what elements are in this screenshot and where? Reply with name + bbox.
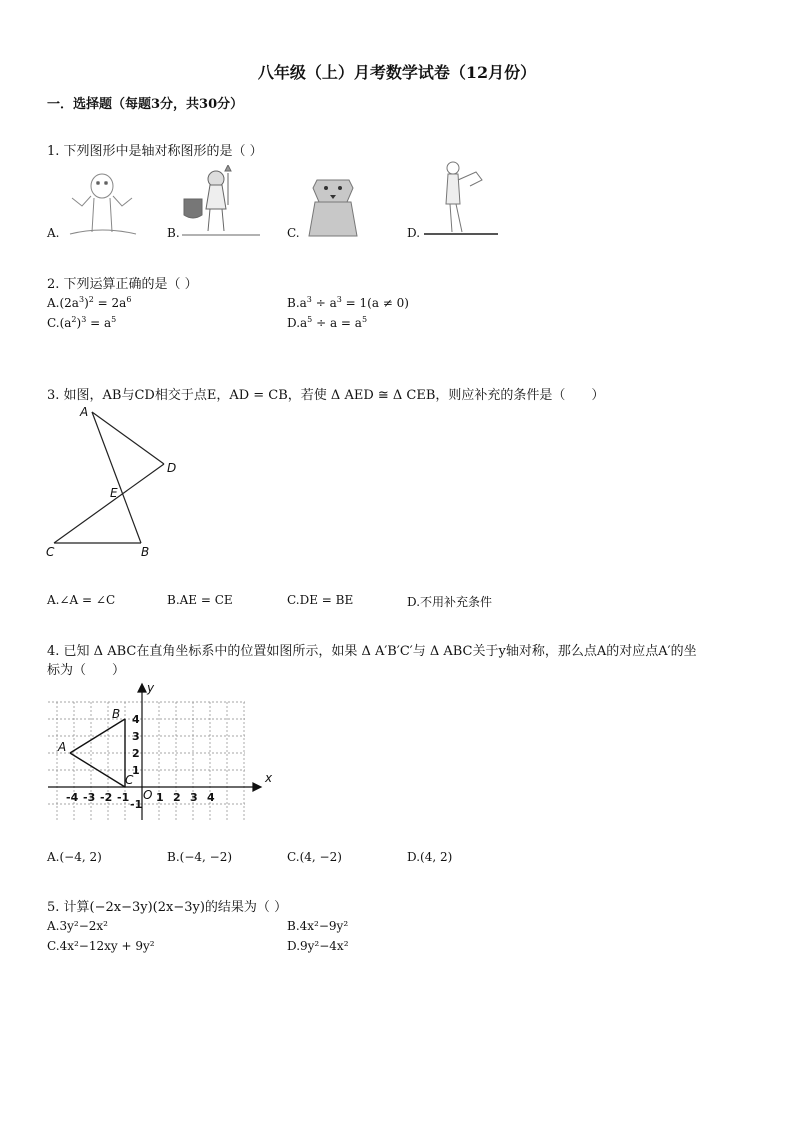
q1-option-d: D. [407,226,421,240]
q4-stem-line2: 标为（ ） [47,663,126,678]
q1-option-b: B. [167,226,180,240]
label-d: D [167,461,177,475]
q5-stem: 5. 计算(−2x−3y)(2x−3y)的结果为（ ） [47,900,288,915]
q2-option-c: $C.(a^2)^3 = a^5$ [47,315,117,330]
q1-stem: 1. 下列图形中是轴对称图形的是（ ） [47,144,263,159]
q2-option-b: $B.a^3 \div a^3 = 1(a \ne 0)$ [287,295,409,310]
y-tick-label: 4 [132,713,140,726]
q3-option-d: D.不用补充条件 [407,595,493,609]
q2-stem: 2. 下列运算正确的是（ ） [47,277,198,292]
q2-option-a: $A.(2a^3)^2 = 2a^6$ [47,295,132,310]
q3-option-c: C.DE = BE [287,593,354,607]
label-b: B [141,545,150,559]
label-e: E [110,486,118,500]
label-c: C [46,545,55,559]
q4-option-c: C.(4, −2) [287,850,342,864]
x-tick-label: -1 [117,791,130,804]
x-axis-label: x [265,771,273,785]
y-axis-arrow [138,684,146,692]
segment-ad [92,412,164,464]
x-tick-label: -4 [66,791,79,804]
q4-stem-line1: 4. 已知 Δ ABC在直角坐标系中的位置如图所示，如果 Δ A′B′C′与 Δ ABC关于y轴对称，那么点A的对应点A′的坐 [47,644,697,659]
x-axis-arrow [253,783,261,791]
q1-figure-b [180,165,262,240]
q5-option-c: C.4x²−12xy + 9y² [47,939,155,953]
point-b-label: B [112,707,121,721]
y-tick-label: 2 [132,747,140,760]
x-tick-label: -2 [100,791,113,804]
q1-option-a: A. [47,226,60,240]
q5-option-a: A.3y²−2x² [47,919,108,933]
point-c-label: C [125,773,134,787]
q1-option-c: C. [287,226,300,240]
x-tick-label: 4 [207,791,215,804]
q5-option-b: B.4x²−9y² [287,919,349,933]
q5-option-d: D.9y²−4x² [287,939,349,953]
q4-coordinate-figure [45,680,280,825]
q4-option-a: A.(−4, 2) [47,850,102,864]
q4-option-b: B.(−4, −2) [167,850,233,864]
q3-stem: 3. 如图，AB与CD相交于点E，AD = CB，若使 Δ AED ≅ Δ CEB，则应补充的条件是（ ） [47,388,605,403]
q1-figure-c [303,172,363,240]
y-tick-label: -1 [130,798,143,811]
q3-figure [40,402,190,562]
x-tick-label: 1 [156,791,164,804]
q1-figure-a [62,168,142,240]
y-axis-label: y [147,681,155,695]
section-heading: 一．选择题（每题3分，共30分） [47,97,244,112]
x-tick-label: -3 [83,791,96,804]
page-title: 八年级（上）月考数学试卷（12月份） [257,63,537,82]
x-tick-label: 3 [190,791,198,804]
y-tick-label: 1 [132,764,140,777]
point-a-label: A [58,740,67,754]
y-tick-label: 3 [132,730,140,743]
x-tick-label: 2 [173,791,181,804]
q4-option-d: D.(4, 2) [407,850,453,864]
label-a: A [80,405,89,419]
q3-option-b: B.AE = CE [167,593,233,607]
q1-figure-d [420,160,502,240]
segment-dc [54,464,164,543]
origin-label: O [143,788,153,802]
segment-ab [92,412,141,543]
q2-option-d: $D.a^5 \div a = a^5$ [287,315,368,330]
q3-option-a: A.∠A = ∠C [47,593,116,607]
